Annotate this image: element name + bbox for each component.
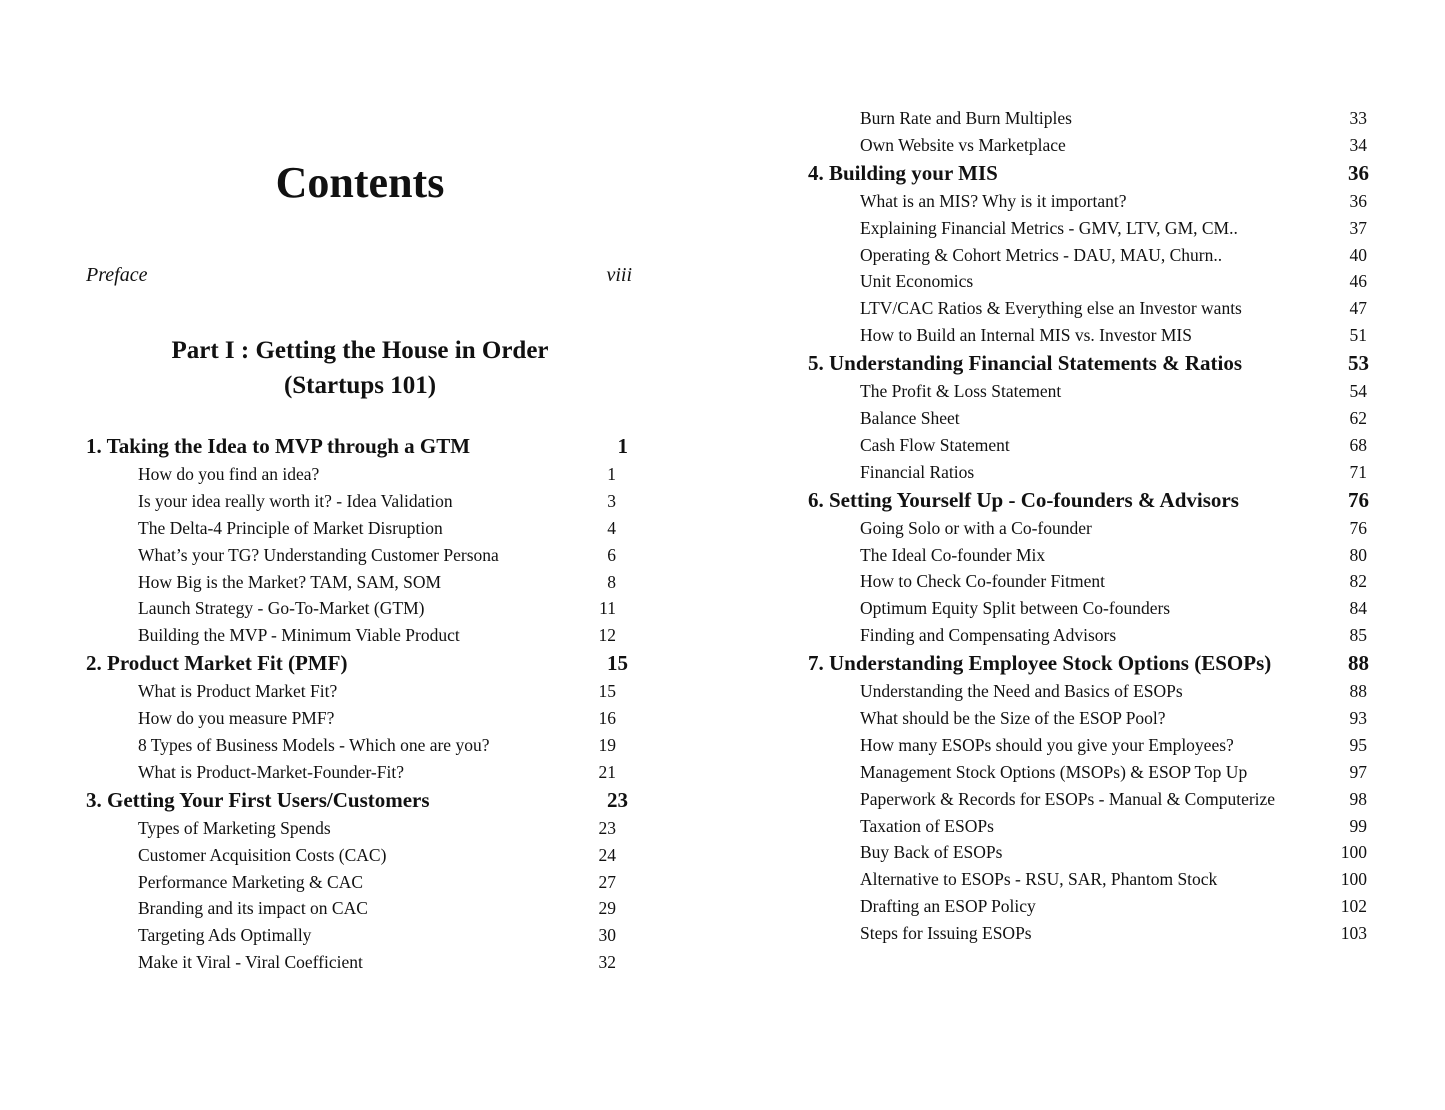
preface-page: viii bbox=[606, 264, 632, 286]
section-entry-title: Optimum Equity Split between Co-founders bbox=[860, 598, 1171, 619]
section-entry[interactable] bbox=[86, 705, 628, 732]
part-subtitle: (Startups 101) bbox=[283, 372, 437, 399]
section-entry-title: Drafting an ESOP Policy bbox=[860, 896, 1036, 917]
right-page bbox=[720, 0, 1445, 1110]
section-entry-page: 68 bbox=[1349, 434, 1367, 455]
section-entry-page: 88 bbox=[1349, 681, 1367, 702]
section-entry[interactable] bbox=[808, 705, 1369, 732]
section-entry[interactable] bbox=[808, 132, 1369, 159]
section-entry-page: 71 bbox=[1349, 461, 1367, 482]
chapter-heading[interactable] bbox=[86, 649, 628, 678]
section-entry[interactable] bbox=[808, 568, 1369, 595]
section-entry-title: Taxation of ESOPs bbox=[860, 815, 994, 836]
section-entry-page: 21 bbox=[598, 761, 616, 782]
section-entry-page: 100 bbox=[1340, 842, 1367, 863]
continued-sections bbox=[808, 105, 1369, 159]
section-entry[interactable] bbox=[86, 542, 628, 569]
chapter-heading-title: 4. Building your MIS bbox=[808, 160, 998, 185]
section-entry-page: 103 bbox=[1340, 923, 1367, 944]
section-entry-title: Cash Flow Statement bbox=[860, 434, 1010, 455]
section-entry[interactable] bbox=[808, 920, 1369, 947]
section-entry[interactable] bbox=[86, 461, 628, 488]
section-entry-title: Going Solo or with a Co-founder bbox=[860, 517, 1092, 538]
section-entry-page: 8 bbox=[607, 571, 616, 592]
section-entry[interactable] bbox=[86, 842, 628, 869]
chapter-heading-page: 23 bbox=[607, 787, 628, 812]
chapter-heading[interactable] bbox=[86, 432, 628, 461]
page-title: Contents bbox=[275, 158, 445, 207]
section-entry[interactable] bbox=[808, 866, 1369, 893]
section-entry-title: What should be the Size of the ESOP Pool? bbox=[860, 708, 1166, 729]
section-entry-title: Building the MVP - Minimum Viable Product bbox=[138, 625, 460, 646]
section-entry[interactable] bbox=[808, 786, 1369, 813]
section-entry[interactable] bbox=[86, 922, 628, 949]
section-entry-title: What is Product-Market-Founder-Fit? bbox=[138, 761, 404, 782]
section-entry-title: Customer Acquisition Costs (CAC) bbox=[138, 844, 387, 865]
section-entry[interactable] bbox=[808, 595, 1369, 622]
part-heading bbox=[0, 333, 720, 403]
section-entry-page: 84 bbox=[1349, 598, 1367, 619]
section-entry[interactable] bbox=[808, 678, 1369, 705]
chapter-heading[interactable] bbox=[808, 159, 1369, 188]
section-entry-page: 85 bbox=[1349, 625, 1367, 646]
section-entry-page: 97 bbox=[1349, 761, 1367, 782]
section-entry-title: Own Website vs Marketplace bbox=[860, 134, 1066, 155]
section-entry[interactable] bbox=[808, 732, 1369, 759]
chapter-heading-title: 2. Product Market Fit (PMF) bbox=[86, 651, 348, 676]
section-entry-page: 102 bbox=[1340, 896, 1367, 917]
section-entry-page: 95 bbox=[1349, 734, 1367, 755]
section-entry-title: Alternative to ESOPs - RSU, SAR, Phantom Stock bbox=[860, 869, 1218, 890]
chapter-heading[interactable] bbox=[808, 486, 1369, 515]
section-entry-title: Operating & Cohort Metrics - DAU, MAU, Churn.. bbox=[860, 244, 1223, 265]
section-entry-page: 12 bbox=[598, 625, 616, 646]
toc-chapter bbox=[808, 486, 1369, 649]
section-entry[interactable] bbox=[808, 215, 1369, 242]
chapter-heading[interactable] bbox=[808, 649, 1369, 678]
section-entry-page: 37 bbox=[1349, 217, 1367, 238]
section-entry-title: 8 Types of Business Models - Which one are you? bbox=[138, 735, 490, 756]
section-entry[interactable] bbox=[808, 893, 1369, 920]
section-entry[interactable] bbox=[86, 488, 628, 515]
section-entry-page: 51 bbox=[1349, 325, 1367, 346]
section-entry-page: 47 bbox=[1349, 298, 1367, 319]
section-entry-page: 98 bbox=[1349, 788, 1367, 809]
left-page bbox=[0, 0, 720, 1110]
section-entry-title: How many ESOPs should you give your Employees? bbox=[860, 734, 1234, 755]
section-entry-page: 3 bbox=[607, 490, 616, 511]
section-entry-title: Buy Back of ESOPs bbox=[860, 842, 1003, 863]
chapter-heading-title: 5. Understanding Financial Statements & Ratios bbox=[808, 351, 1243, 376]
section-entry-page: 29 bbox=[598, 898, 616, 919]
section-entry-title: What is an MIS? Why is it important? bbox=[860, 190, 1127, 211]
chapter-heading-page: 88 bbox=[1348, 651, 1369, 676]
section-entry[interactable] bbox=[86, 869, 628, 896]
section-entry[interactable] bbox=[808, 759, 1369, 786]
section-entry-title: Make it Viral - Viral Coefficient bbox=[138, 952, 363, 973]
chapter-heading-page: 1 bbox=[617, 434, 628, 458]
section-entry[interactable] bbox=[808, 432, 1369, 459]
section-entry-title: Unit Economics bbox=[860, 271, 974, 292]
toc-chapter bbox=[808, 649, 1369, 947]
toc-chapter bbox=[86, 432, 628, 649]
section-entry-title: Targeting Ads Optimally bbox=[138, 925, 312, 946]
toc-left bbox=[86, 432, 628, 976]
section-entry-page: 4 bbox=[607, 517, 616, 538]
part-title: Part I : Getting the House in Order bbox=[171, 337, 549, 364]
chapter-heading-page: 15 bbox=[607, 651, 628, 676]
section-entry[interactable] bbox=[808, 459, 1369, 486]
section-entry[interactable] bbox=[86, 815, 628, 842]
section-entry[interactable] bbox=[808, 622, 1369, 649]
section-entry[interactable] bbox=[86, 678, 628, 705]
section-entry-page: 93 bbox=[1349, 708, 1367, 729]
section-entry-page: 100 bbox=[1340, 869, 1367, 890]
section-entry-page: 80 bbox=[1349, 544, 1367, 565]
section-entry-title: How Big is the Market? TAM, SAM, SOM bbox=[138, 571, 442, 592]
section-entry[interactable] bbox=[808, 322, 1369, 349]
section-entry[interactable] bbox=[86, 569, 628, 596]
chapter-heading[interactable] bbox=[86, 786, 628, 815]
chapter-heading-page: 76 bbox=[1348, 487, 1369, 512]
section-entry-title: How do you find an idea? bbox=[138, 464, 320, 484]
section-entry[interactable] bbox=[86, 732, 628, 759]
section-entry-title: Steps for Issuing ESOPs bbox=[860, 923, 1032, 944]
toc-chapter bbox=[808, 159, 1369, 349]
section-entry[interactable] bbox=[808, 105, 1369, 132]
section-entry-page: 32 bbox=[598, 952, 616, 973]
section-entry-title: How to Check Co-founder Fitment bbox=[860, 571, 1105, 592]
section-entry-page: 1 bbox=[607, 464, 616, 484]
section-entry-page: 82 bbox=[1349, 571, 1367, 592]
chapter-heading-title: 6. Setting Yourself Up - Co-founders & Advisors bbox=[808, 487, 1239, 512]
section-entry[interactable] bbox=[86, 895, 628, 922]
section-entry-page: 34 bbox=[1349, 134, 1367, 155]
section-entry-page: 54 bbox=[1349, 381, 1367, 402]
section-entry-title: Understanding the Need and Basics of ESOPs bbox=[860, 681, 1183, 702]
section-entry-title: Explaining Financial Metrics - GMV, LTV, GM, CM.. bbox=[860, 217, 1238, 238]
section-entry-title: Financial Ratios bbox=[860, 461, 975, 482]
section-entry-page: 16 bbox=[598, 708, 616, 729]
section-entry-title: What’s your TG? Understanding Customer Persona bbox=[138, 544, 499, 565]
chapter-heading-page: 36 bbox=[1348, 160, 1369, 185]
section-entry-title: Burn Rate and Burn Multiples bbox=[860, 108, 1072, 128]
section-entry[interactable] bbox=[808, 188, 1369, 215]
section-entry[interactable] bbox=[808, 813, 1369, 840]
preface-label: Preface bbox=[86, 264, 148, 286]
section-entry[interactable] bbox=[808, 242, 1369, 269]
section-entry-title: Management Stock Options (MSOPs) & ESOP Top Up bbox=[860, 761, 1248, 782]
section-entry-title: Balance Sheet bbox=[860, 408, 960, 429]
toc-chapter bbox=[86, 786, 628, 976]
toc-chapter bbox=[808, 349, 1369, 486]
section-entry-title: Performance Marketing & CAC bbox=[138, 871, 364, 892]
section-entry-page: 15 bbox=[598, 681, 616, 702]
section-entry-page: 11 bbox=[599, 598, 616, 619]
section-entry-page: 40 bbox=[1349, 244, 1367, 265]
section-entry-title: Types of Marketing Spends bbox=[138, 817, 331, 838]
toc-chapter bbox=[86, 649, 628, 786]
section-entry-title: How do you measure PMF? bbox=[138, 708, 335, 729]
section-entry-page: 19 bbox=[598, 735, 616, 756]
section-entry[interactable] bbox=[808, 515, 1369, 542]
chapter-heading[interactable] bbox=[808, 349, 1369, 378]
section-entry-title: LTV/CAC Ratios & Everything else an Investor wants bbox=[860, 298, 1242, 319]
chapter-heading-title: 3. Getting Your First Users/Customers bbox=[86, 787, 430, 812]
section-entry-page: 46 bbox=[1349, 271, 1367, 292]
section-entry-page: 23 bbox=[598, 817, 616, 838]
section-entry-title: Launch Strategy - Go-To-Market (GTM) bbox=[138, 598, 425, 619]
section-entry-page: 30 bbox=[598, 925, 616, 946]
section-entry-page: 99 bbox=[1349, 815, 1367, 836]
section-entry[interactable] bbox=[808, 839, 1369, 866]
section-entry[interactable] bbox=[808, 542, 1369, 569]
section-entry-title: The Ideal Co-founder Mix bbox=[860, 544, 1046, 565]
section-entry-title: The Delta-4 Principle of Market Disruption bbox=[138, 517, 443, 538]
toc-entry-preface[interactable] bbox=[86, 264, 632, 296]
chapter-heading-title: 7. Understanding Employee Stock Options (ESOPs) bbox=[808, 651, 1272, 676]
section-entry[interactable] bbox=[86, 595, 628, 622]
section-entry[interactable] bbox=[808, 268, 1369, 295]
section-entry[interactable] bbox=[808, 295, 1369, 322]
section-entry-page: 62 bbox=[1349, 408, 1367, 429]
section-entry-page: 76 bbox=[1349, 517, 1367, 538]
section-entry[interactable] bbox=[86, 949, 628, 976]
section-entry-title: Is your idea really worth it? - Idea Validation bbox=[138, 490, 453, 511]
section-entry[interactable] bbox=[86, 759, 628, 786]
toc-right bbox=[808, 105, 1369, 947]
section-entry-title: What is Product Market Fit? bbox=[138, 681, 338, 702]
section-entry-page: 36 bbox=[1349, 190, 1367, 211]
section-entry-title: How to Build an Internal MIS vs. Investor MIS bbox=[860, 325, 1192, 346]
section-entry[interactable] bbox=[86, 622, 628, 649]
section-entry[interactable] bbox=[86, 515, 628, 542]
section-entry[interactable] bbox=[808, 378, 1369, 405]
section-entry-title: Branding and its impact on CAC bbox=[138, 898, 368, 919]
section-entry-title: Paperwork & Records for ESOPs - Manual & Computerize bbox=[860, 788, 1276, 809]
section-entry-title: The Profit & Loss Statement bbox=[860, 381, 1062, 402]
section-entry[interactable] bbox=[808, 405, 1369, 432]
section-entry-title: Finding and Compensating Advisors bbox=[860, 625, 1117, 646]
section-entry-page: 27 bbox=[598, 871, 616, 892]
section-entry-page: 6 bbox=[607, 544, 616, 565]
chapter-heading-title: 1. Taking the Idea to MVP through a GTM bbox=[86, 434, 471, 458]
section-entry-page: 24 bbox=[598, 844, 616, 865]
chapter-heading-page: 53 bbox=[1348, 351, 1369, 376]
section-entry-page: 33 bbox=[1349, 108, 1367, 128]
